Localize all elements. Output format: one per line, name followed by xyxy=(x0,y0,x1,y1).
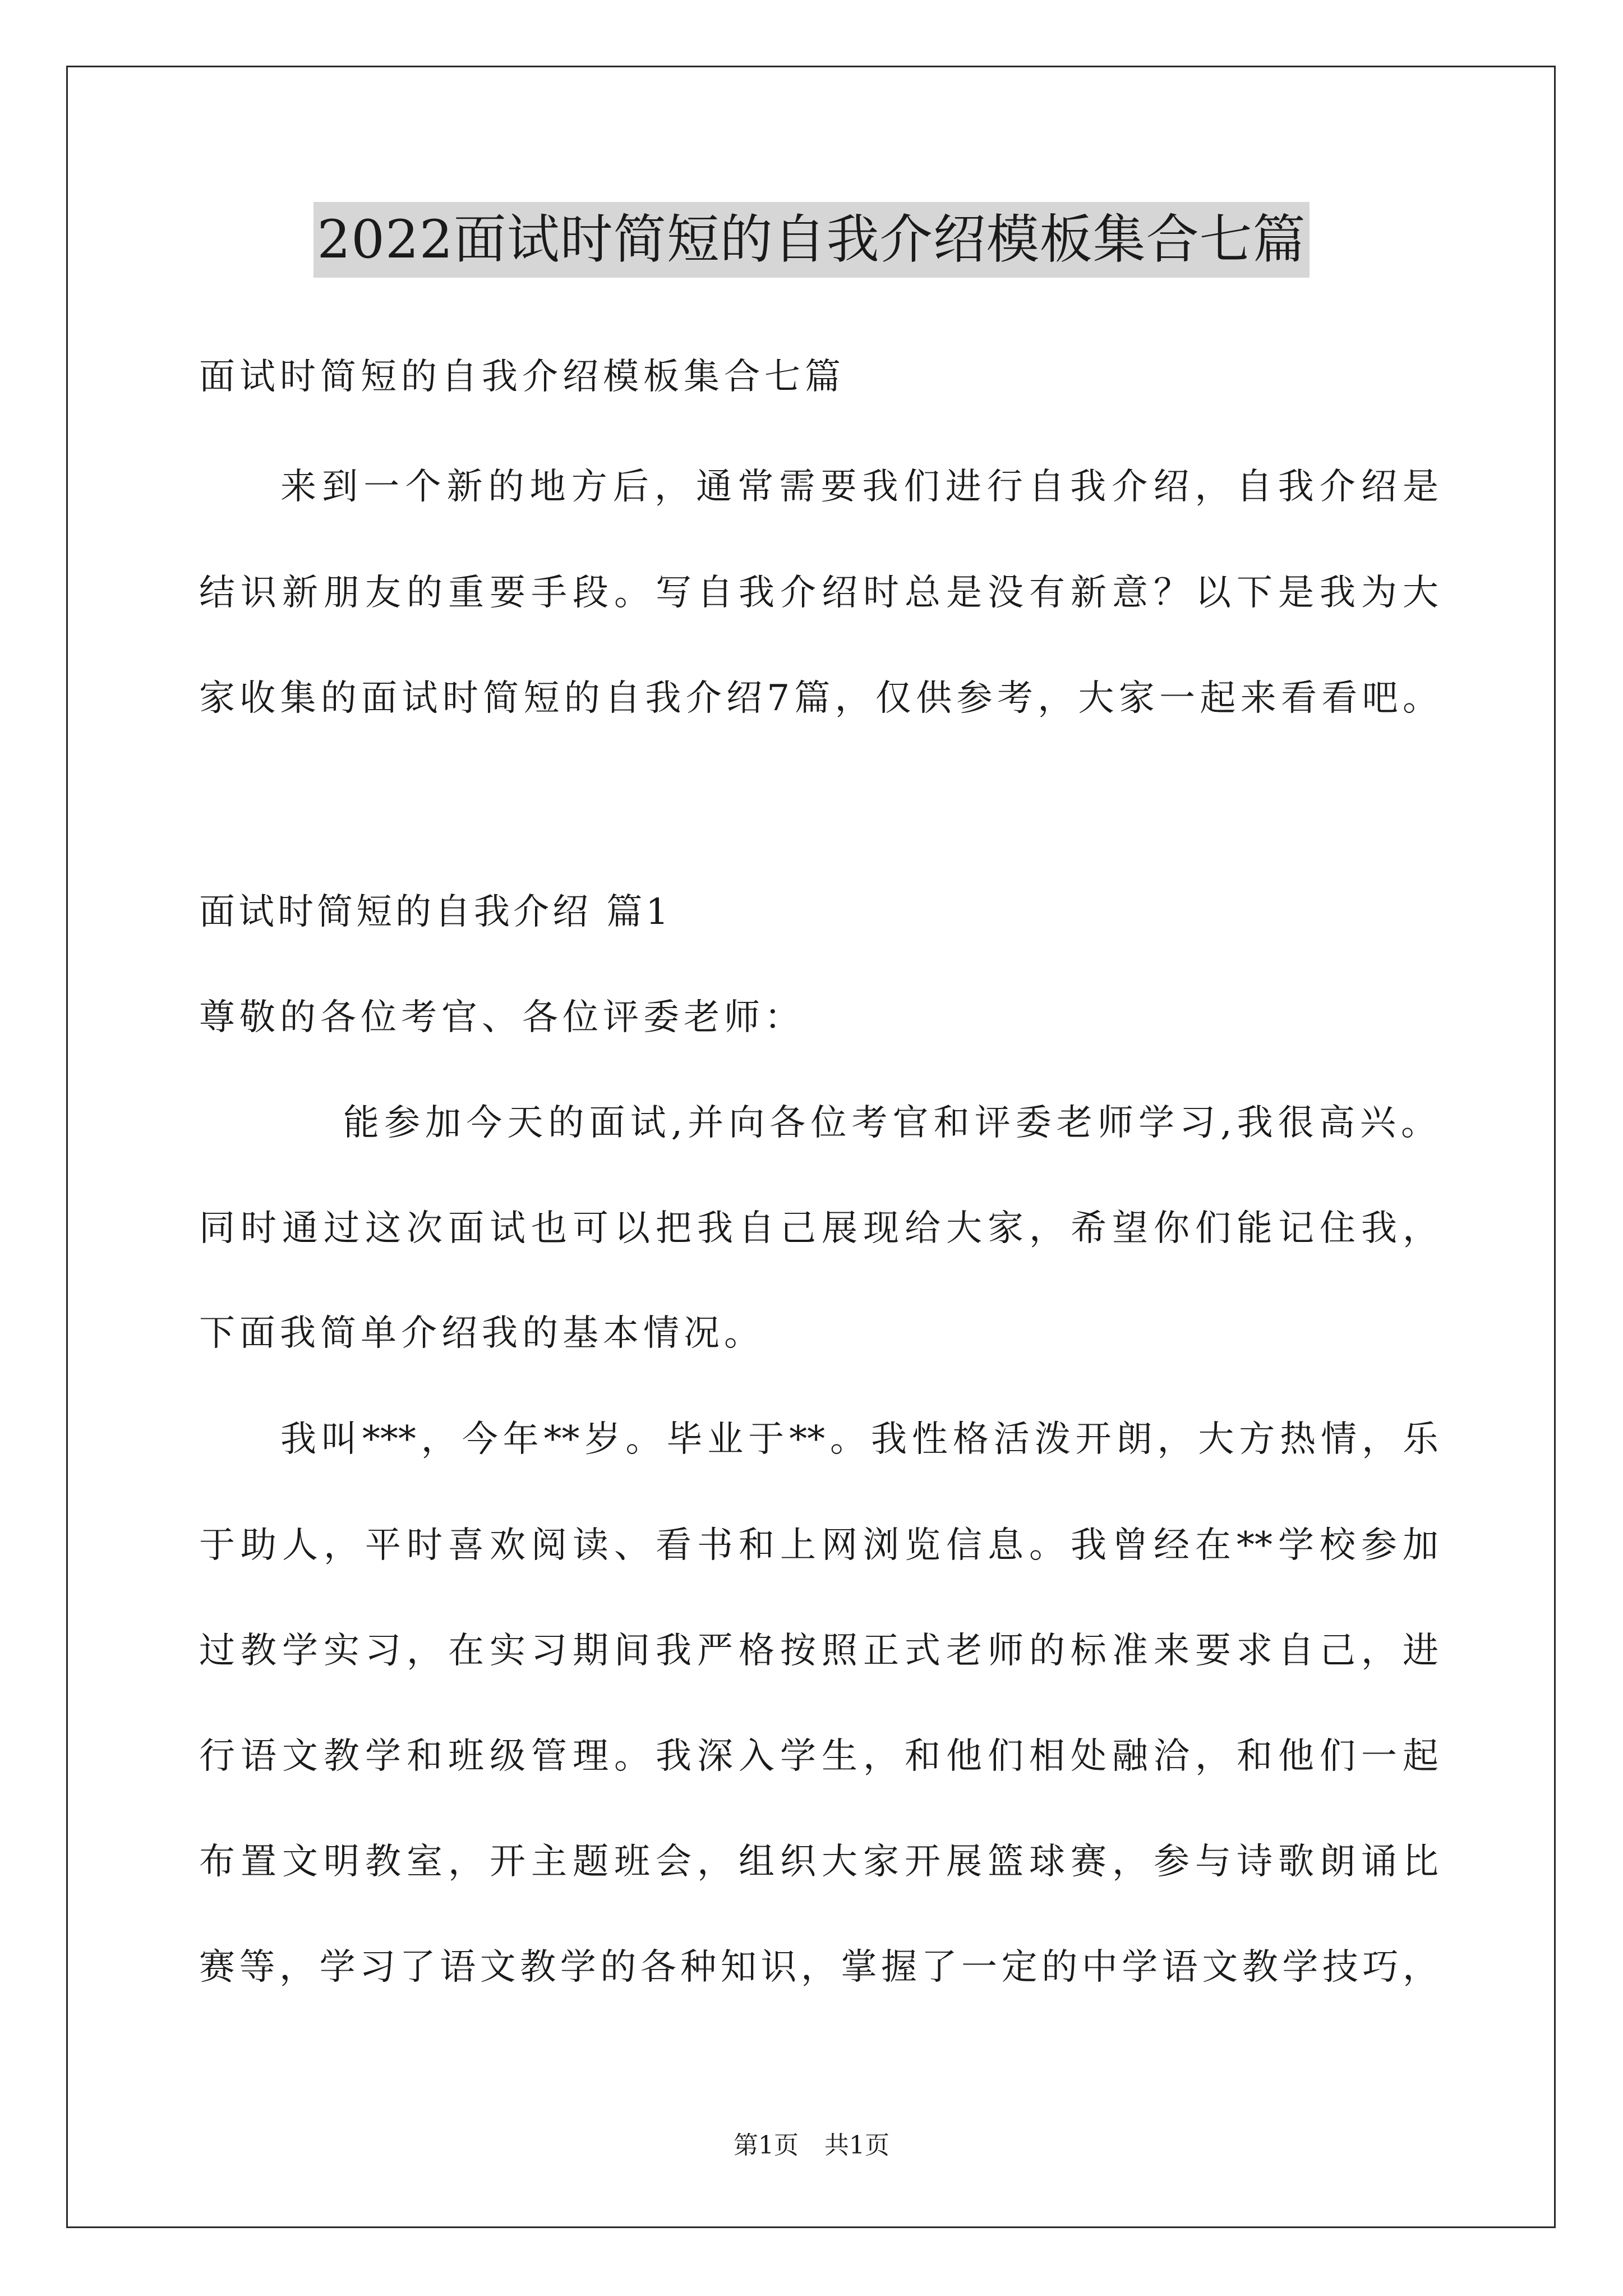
para1-line-2: 同时通过这次面试也可以把我自己展现给大家，希望你们能记住我， xyxy=(199,1208,1438,1249)
para1-line-3: 下面我简单介绍我的基本情况。 xyxy=(199,1313,764,1354)
document-title: 2022面试时简短的自我介绍模板集合七篇 xyxy=(313,202,1309,278)
intro-line-3: 家收集的面试时简短的自我介绍7篇，仅供参考，大家一起来看看吧。 xyxy=(199,678,1438,719)
para2-line-4: 行语文教学和班级管理。我深入学生，和他们相处融洽，和他们一起 xyxy=(199,1736,1438,1777)
para1-line-1: 能参加今天的面试,并向各位考官和评委老师学习,我很高兴。 xyxy=(343,1102,1437,1144)
intro-line-2: 结识新朋友的重要手段。写自我介绍时总是没有新意？以下是我为大 xyxy=(199,572,1438,614)
greeting: 尊敬的各位考官、各位评委老师： xyxy=(199,997,805,1038)
page-footer xyxy=(0,2129,1623,2162)
page-total: 共1页 xyxy=(824,2131,889,2160)
page-current: 第1页 xyxy=(734,2131,799,2160)
para2-line-1: 我叫***，今年**岁。毕业于**。我性格活泼开朗，大方热情，乐 xyxy=(280,1419,1438,1460)
para2-line-3: 过教学实习，在实习期间我严格按照正式老师的标准来要求自己，进 xyxy=(199,1630,1438,1672)
para2-line-2: 于助人，平时喜欢阅读、看书和上网浏览信息。我曾经在**学校参加 xyxy=(199,1525,1438,1566)
para2-line-6: 赛等，学习了语文教学的各种知识，掌握了一定的中学语文教学技巧， xyxy=(199,1947,1438,1988)
title-container xyxy=(0,202,1623,278)
document-subtitle: 面试时简短的自我介绍模板集合七篇 xyxy=(199,356,845,398)
para2-line-5: 布置文明教室，开主题班会，组织大家开展篮球赛，参与诗歌朗诵比 xyxy=(199,1841,1438,1883)
intro-line-1: 来到一个新的地方后，通常需要我们进行自我介绍，自我介绍是 xyxy=(280,466,1438,508)
section-heading: 面试时简短的自我介绍 篇1 xyxy=(199,891,672,933)
